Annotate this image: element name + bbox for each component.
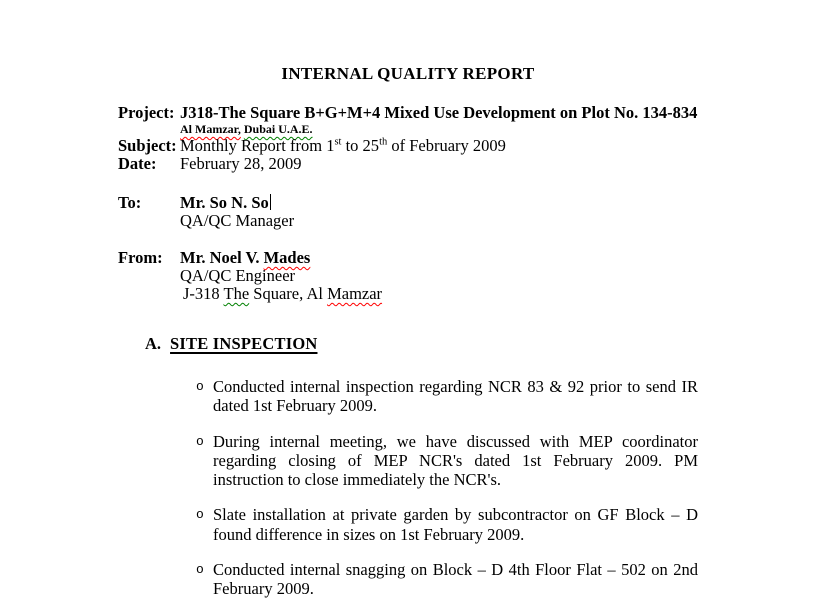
- to-label: To:: [118, 193, 142, 212]
- subject-row: [118, 137, 698, 155]
- date-label: Date:: [118, 154, 157, 173]
- from-block: [118, 249, 698, 303]
- list-item: [196, 560, 698, 599]
- document-content: [118, 64, 698, 599]
- ordinal-superscript: st: [334, 136, 342, 148]
- address-spelling-error: Mamzar: [327, 284, 383, 303]
- subject-value: Monthly Report from 1st to 25th of February 2009: [180, 136, 506, 155]
- bullet-marker: o: [196, 507, 204, 523]
- project-label: Project:: [118, 103, 175, 122]
- list-item: [196, 432, 698, 490]
- bullet-text: Conducted internal snagging on Block – D 4th Floor Flat – 502 on 2nd February 2009.: [213, 560, 698, 599]
- date-row: [118, 155, 698, 173]
- text-cursor: [270, 194, 272, 210]
- from-address: J-318 The Square, Al Mamzar: [183, 284, 383, 303]
- from-surname-spelling-error: Mades: [263, 248, 311, 267]
- project-location-spelling-error: Al Mamzar,: [180, 122, 241, 136]
- ordinal-superscript: th: [379, 136, 388, 148]
- bullet-marker: o: [196, 433, 204, 449]
- bullet-text: Slate installation at private garden by subcontractor on GF Block – D found difference in sizes on 1st February 2009.: [213, 505, 698, 544]
- subject-label: Subject:: [118, 136, 177, 155]
- from-role: QA/QC Engineer: [180, 266, 296, 285]
- bullet-text: Conducted internal inspection regarding NCR 83 & 92 prior to send IR dated 1st February 2009.: [213, 377, 698, 416]
- to-name: Mr. So N. So: [180, 193, 269, 212]
- site-inspection-list: [196, 377, 698, 599]
- project-location-grammar-error: Dubai U.A.E.: [243, 122, 313, 136]
- section-title: SITE INSPECTION: [170, 334, 318, 353]
- bullet-marker: o: [196, 562, 204, 578]
- from-label: From:: [118, 248, 163, 267]
- bullet-marker: o: [196, 379, 204, 394]
- project-row: [118, 104, 698, 122]
- section-letter: A.: [145, 334, 162, 353]
- to-role: QA/QC Manager: [180, 211, 295, 230]
- address-grammar-error: The: [223, 284, 250, 303]
- date-value: February 28, 2009: [180, 154, 302, 173]
- section-a-heading: [145, 334, 698, 353]
- document-title: INTERNAL QUALITY REPORT: [281, 64, 535, 83]
- project-location-line: [180, 122, 698, 137]
- project-value: J318-The Square B+G+M+4 Mixed Use Development on Plot No. 134-834: [180, 103, 698, 122]
- from-name: Mr. Noel V. Mades: [180, 248, 311, 267]
- list-item: [196, 505, 698, 544]
- list-item: [196, 377, 698, 416]
- bullet-text: During internal meeting, we have discussed with MEP coordinator regarding closing of MEP NCR's dated 1st February 2009. PM instruction to close immediately the NCR's.: [213, 431, 698, 490]
- to-block: [118, 194, 698, 230]
